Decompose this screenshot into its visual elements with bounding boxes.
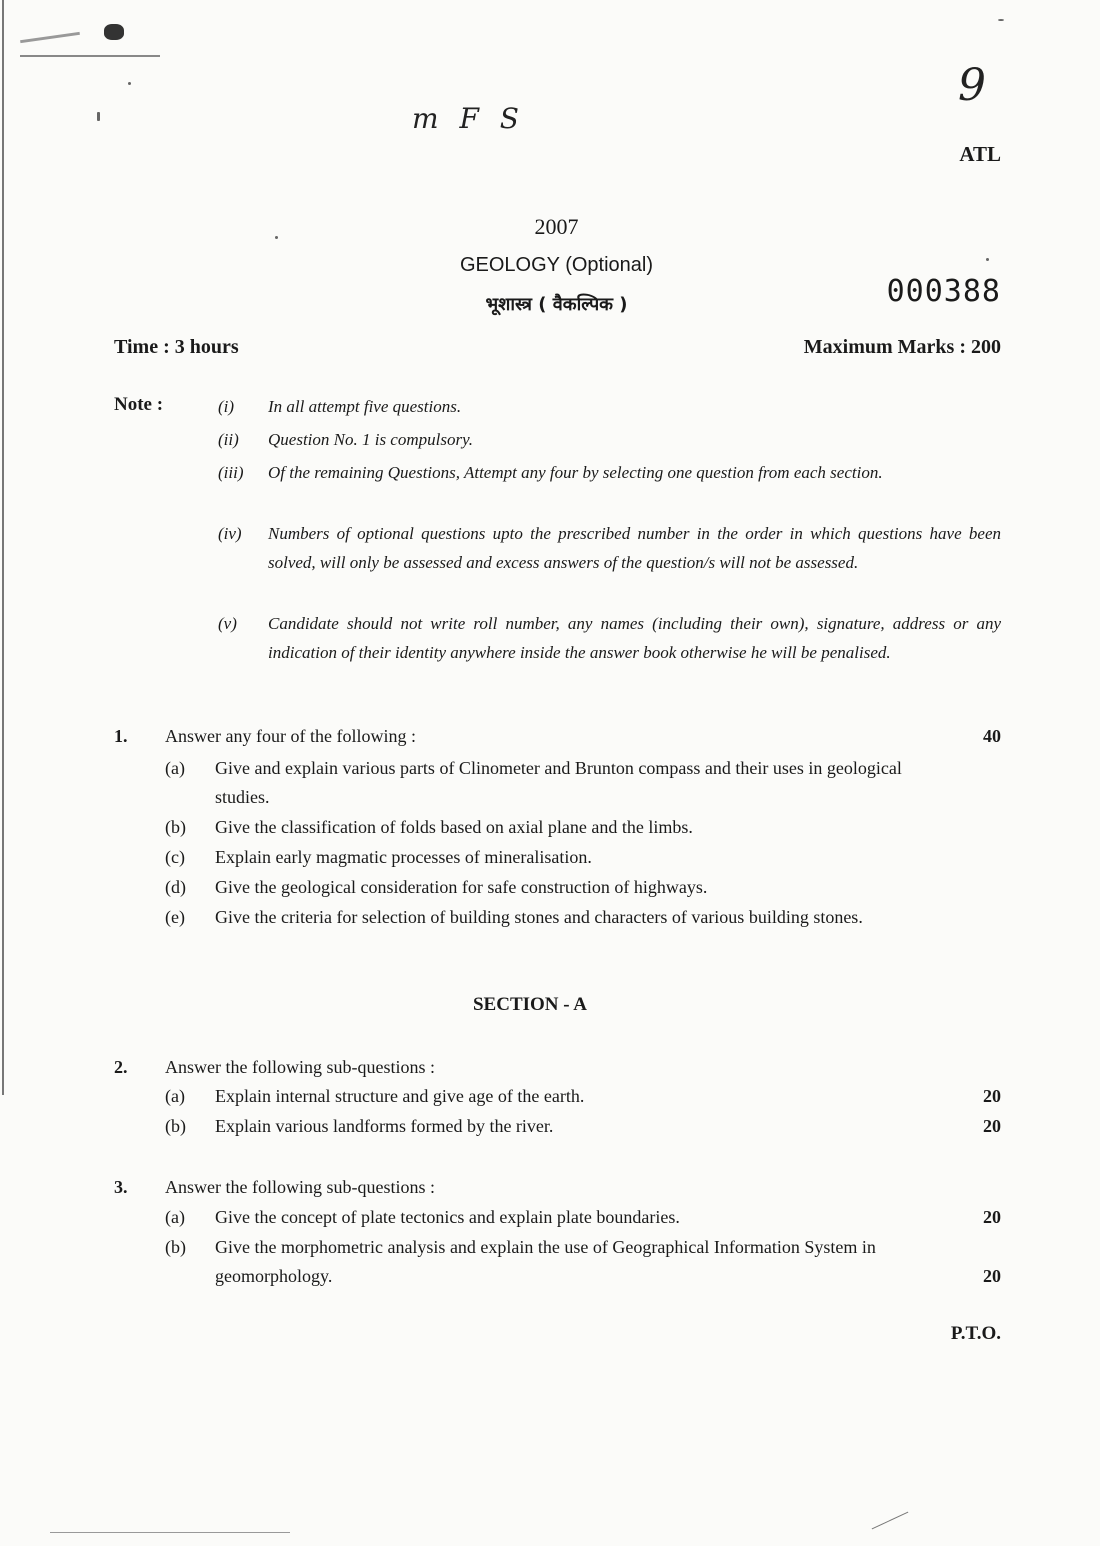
note-item-number: (iv) bbox=[218, 524, 242, 543]
scan-bottom-stroke bbox=[872, 1512, 909, 1530]
sub-question-text: Explain internal structure and give age of the earth. bbox=[215, 1086, 585, 1106]
question-heading: Answer any four of the following : bbox=[165, 726, 416, 746]
note-item-text: Of the remaining Questions, Attempt any four by selecting one question from each section. bbox=[268, 463, 883, 482]
sub-question-marks: 20 bbox=[983, 1207, 1001, 1227]
series-code: ATL bbox=[959, 142, 1001, 166]
sub-question-label: (d) bbox=[165, 877, 186, 897]
scan-speck bbox=[128, 82, 131, 85]
sub-question-marks: 20 bbox=[983, 1086, 1001, 1106]
sub-question-text: Explain early magmatic processes of mineralisation. bbox=[215, 847, 592, 867]
sub-question-label: (c) bbox=[165, 847, 185, 867]
sub-question-text: Give the classification of folds based on axial plane and the limbs. bbox=[215, 817, 693, 837]
sub-question-text: Give the criteria for selection of building stones and characters of various building stones. bbox=[215, 907, 863, 927]
sub-question-label: (a) bbox=[165, 758, 185, 778]
sub-question-text: Explain various landforms formed by the river. bbox=[215, 1116, 554, 1136]
exam-year: 2007 bbox=[534, 214, 579, 239]
question-heading: Answer the following sub-questions : bbox=[165, 1177, 435, 1197]
note-item-text: In all attempt five questions. bbox=[268, 397, 462, 416]
scan-top-smudge-2 bbox=[20, 32, 80, 43]
sub-question-marks: 20 bbox=[983, 1266, 1001, 1286]
scan-speck bbox=[998, 19, 1004, 21]
note-item-text: Numbers of optional questions upto the prescribed number in the order in which questions have been solved, will only be assessed and excess answers of the question/s will not be assessed. bbox=[268, 524, 1001, 572]
sub-question-label: (b) bbox=[165, 1116, 186, 1136]
scan-top-smudge bbox=[20, 55, 160, 57]
scan-edge-line bbox=[2, 0, 4, 1095]
note-item-text: Candidate should not write roll number, any names (including their own), signature, address or any indication of their identity anywhere inside the answer book otherwise he will be penalised. bbox=[268, 614, 1001, 662]
note-item-number: (i) bbox=[218, 397, 235, 416]
paper-code: 000388 bbox=[886, 274, 1001, 309]
question-marks: 40 bbox=[983, 726, 1001, 746]
time-allowed: Time : 3 hours bbox=[114, 336, 239, 358]
sub-question-label: (a) bbox=[165, 1207, 185, 1227]
question-number: 3. bbox=[114, 1177, 128, 1197]
sub-question-text: Give and explain various parts of Clinometer and Brunton compass and their uses in geological studies. bbox=[215, 758, 902, 807]
subject-title: GEOLOGY (Optional) bbox=[459, 254, 654, 276]
question-number: 2. bbox=[114, 1057, 128, 1077]
maximum-marks: Maximum Marks : 200 bbox=[803, 336, 1001, 358]
note-label: Note : bbox=[114, 394, 164, 415]
sub-question-label: (e) bbox=[165, 907, 185, 927]
note-item-text: Question No. 1 is compulsory. bbox=[268, 430, 473, 449]
sub-question-label: (a) bbox=[165, 1086, 185, 1106]
sub-question-text: Give the morphometric analysis and explain the use of Geographical Information System in geomorphology. bbox=[215, 1237, 876, 1286]
scan-blot bbox=[104, 24, 124, 40]
question-heading: Answer the following sub-questions : bbox=[165, 1057, 435, 1077]
sub-question-text: Give the geological consideration for safe construction of highways. bbox=[215, 877, 708, 897]
note-item-number: (ii) bbox=[218, 430, 239, 449]
sub-question-label: (b) bbox=[165, 817, 186, 837]
subject-title-hindi: भूशास्त्र ( वैकल्पिक ) bbox=[485, 294, 628, 315]
question-number: 1. bbox=[114, 726, 128, 746]
scan-bottom-line bbox=[50, 1532, 290, 1533]
sub-question-marks: 20 bbox=[983, 1116, 1001, 1136]
note-item-number: (iii) bbox=[218, 463, 244, 482]
section-heading: SECTION - A bbox=[472, 994, 588, 1015]
note-item-number: (v) bbox=[218, 614, 237, 633]
handwritten-page-number: 9 bbox=[958, 60, 986, 111]
sub-question-label: (b) bbox=[165, 1237, 186, 1257]
scan-speck bbox=[97, 112, 100, 121]
please-turn-over: P.T.O. bbox=[950, 1323, 1001, 1344]
sub-question-text: Give the concept of plate tectonics and explain plate boundaries. bbox=[215, 1207, 680, 1227]
handwritten-code: m F S bbox=[412, 102, 525, 135]
